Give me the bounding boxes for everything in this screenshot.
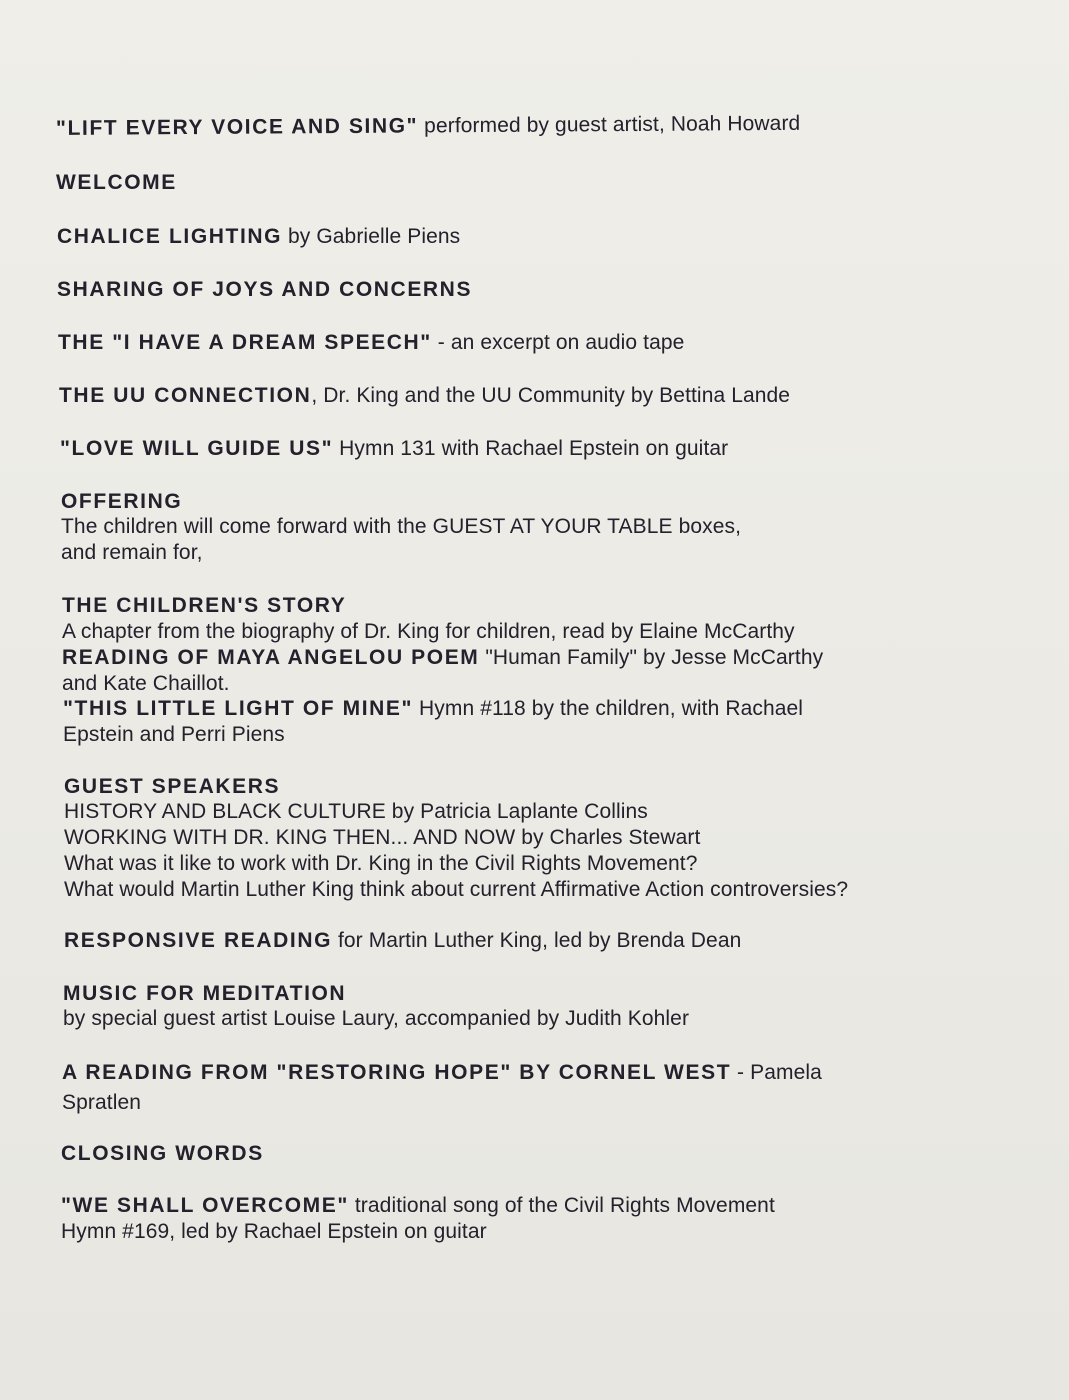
program-line <box>64 877 848 903</box>
item-detail: - Pamela <box>731 1061 822 1084</box>
program-line <box>61 1219 487 1245</box>
item-title: MUSIC FOR MEDITATION <box>63 982 347 1005</box>
program-line <box>61 1141 264 1167</box>
program-line <box>61 514 741 540</box>
program-line <box>63 722 285 748</box>
item-title: WELCOME <box>56 171 177 194</box>
item-title: THE "I HAVE A DREAM SPEECH" <box>58 331 432 354</box>
program-line <box>63 981 346 1007</box>
program-line <box>62 593 346 619</box>
item-detail: performed by guest artist, Noah Howard <box>418 111 801 138</box>
item-title: CLOSING WORDS <box>61 1142 264 1165</box>
item-detail: by Gabrielle Piens <box>282 225 461 248</box>
item-detail: for Martin Luther King, led by Brenda Dean <box>332 929 742 952</box>
item-detail: "Human Family" by Jesse McCarthy <box>479 646 824 669</box>
program-line <box>61 1193 775 1219</box>
program-line <box>64 774 280 800</box>
program-line <box>63 1006 689 1032</box>
item-title: "THIS LITTLE LIGHT OF MINE" <box>63 697 414 720</box>
item-detail: traditional song of the Civil Rights Movement <box>348 1194 775 1217</box>
item-detail: Hymn #118 by the children, with Rachael <box>413 697 804 720</box>
item-title: A READING FROM "RESTORING HOPE" BY CORNEL WEST <box>62 1061 732 1084</box>
program-line <box>56 170 177 196</box>
item-detail: Spratlen <box>62 1091 142 1114</box>
program-line <box>56 111 800 142</box>
item-title: READING OF MAYA ANGELOU POEM <box>62 646 480 669</box>
program-line <box>57 277 472 303</box>
item-detail: by special guest artist Louise Laury, accompanied by Judith Kohler <box>63 1007 690 1030</box>
item-detail: WORKING WITH DR. KING THEN... AND NOW by Charles Stewart <box>64 826 701 849</box>
program-line <box>62 671 230 697</box>
item-detail: The children will come forward with the GUEST AT YOUR TABLE boxes, <box>61 515 742 538</box>
program-line <box>62 1060 822 1086</box>
item-detail: Hymn 131 with Rachael Epstein on guitar <box>333 437 729 460</box>
program-line <box>60 436 728 462</box>
program-line <box>62 1090 141 1116</box>
program-line <box>64 825 700 851</box>
item-detail: - an excerpt on audio tape <box>431 331 685 354</box>
item-title: "LIFT EVERY VOICE AND SING" <box>55 114 419 140</box>
program-line <box>62 619 795 645</box>
program-line <box>59 383 790 409</box>
item-detail: and remain for, <box>61 541 203 564</box>
item-title: "LOVE WILL GUIDE US" <box>60 437 334 460</box>
program-line <box>62 645 823 671</box>
item-detail: What was it like to work with Dr. King in the Civil Rights Movement? <box>64 852 698 875</box>
item-detail: HISTORY AND BLACK CULTURE by Patricia Laplante Collins <box>64 800 648 823</box>
program-line <box>61 489 182 515</box>
item-title: THE CHILDREN'S STORY <box>62 594 347 617</box>
item-detail: , Dr. King and the UU Community by Bettina Lande <box>311 384 791 407</box>
item-detail: A chapter from the biography of Dr. King for children, read by Elaine McCarthy <box>62 620 795 643</box>
program-line <box>64 799 648 825</box>
item-title: OFFERING <box>61 490 183 513</box>
item-title: THE UU CONNECTION <box>59 384 312 407</box>
item-title: CHALICE LIGHTING <box>57 225 283 248</box>
program-line <box>58 330 684 356</box>
program-line <box>64 851 698 877</box>
item-detail: and Kate Chaillot. <box>62 672 230 695</box>
item-title: "WE SHALL OVERCOME" <box>61 1194 349 1217</box>
program-line <box>64 928 741 954</box>
program-line <box>63 696 803 722</box>
item-title: GUEST SPEAKERS <box>64 775 281 798</box>
item-detail: What would Martin Luther King think about current Affirmative Action controversies? <box>64 878 849 901</box>
item-detail: Epstein and Perri Piens <box>63 723 285 746</box>
item-title: RESPONSIVE READING <box>64 929 333 952</box>
item-detail: Hymn #169, led by Rachael Epstein on guitar <box>61 1220 487 1243</box>
item-title: SHARING OF JOYS AND CONCERNS <box>57 278 473 301</box>
program-line <box>61 540 203 566</box>
program-line <box>57 224 460 250</box>
